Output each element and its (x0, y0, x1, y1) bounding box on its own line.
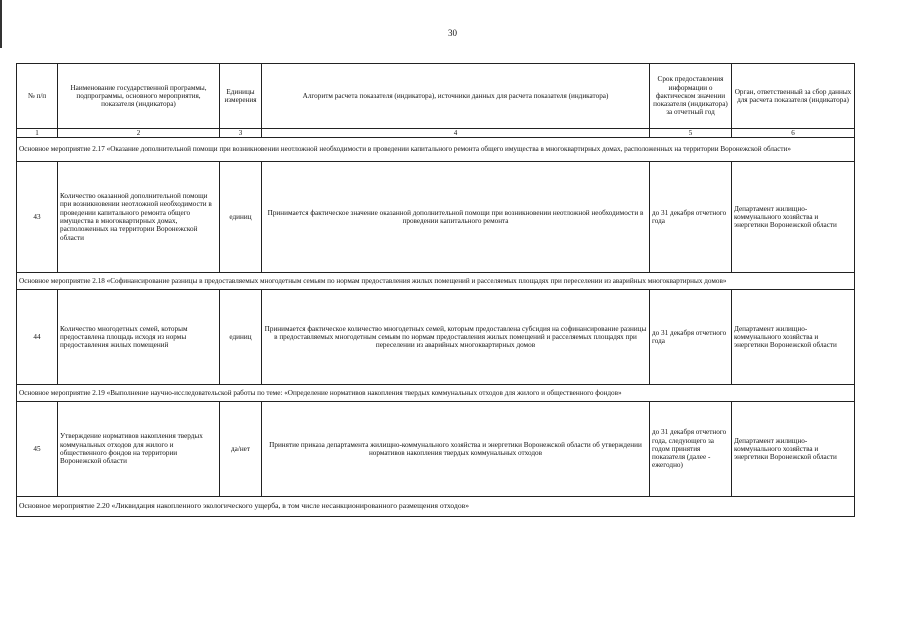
scan-edge-mark (0, 0, 2, 48)
responsible-organ: Департамент жилищно-коммунального хозяйства и энергетики Воронежской области (732, 402, 855, 497)
section-title: Основное мероприятие 2.18 «Софинансирование разницы в предоставляемых многодетным семьям по нормам предоставления жилых помещений и расселяемых площадях при переселении из аварийных многоквартирных домов» (17, 273, 855, 290)
header-row (17, 64, 855, 129)
indicator-algorithm: Принимается фактическое значение оказанной дополнительной помощи при возникновении неотложной необходимости в проведении капитального ремонта (262, 162, 650, 273)
responsible-organ: Департамент жилищно-коммунального хозяйства и энергетики Воронежской области (732, 290, 855, 385)
section-title: Основное мероприятие 2.17 «Оказание дополнительной помощи при возникновении неотложной необходимости в проведении капитального ремонта общего имущества в многоквартирных домах, расположенных на территории Воронежской области» (17, 138, 855, 162)
row-number: 45 (17, 402, 58, 497)
indicator-unit: единиц (220, 162, 262, 273)
page-number: 30 (448, 28, 457, 38)
indicator-algorithm: Принятие приказа департамента жилищно-коммунального хозяйства и энергетики Воронежской области об утверждении нормативов накопления твердых коммунальных отходов (262, 402, 650, 497)
indicator-unit: единиц (220, 290, 262, 385)
reporting-term: до 31 декабря отчетного года (650, 290, 732, 385)
section-row (17, 497, 855, 517)
section-row (17, 273, 855, 290)
header-algorithm: Алгоритм расчета показателя (индикатора), источники данных для расчета показателя (индикатора) (262, 64, 650, 129)
section-row (17, 138, 855, 162)
header-organ: Орган, ответственный за сбор данных для расчета показателя (индикатора) (732, 64, 855, 129)
column-number: 4 (262, 129, 650, 138)
indicators-table (16, 63, 855, 517)
indicator-name: Утверждение нормативов накопления твердых коммунальных отходов для жилого и общественного фондов на территории Воронежской области (58, 402, 220, 497)
reporting-term: до 31 декабря отчетного года (650, 162, 732, 273)
header-unit: Единицы измерения (220, 64, 262, 129)
responsible-organ: Департамент жилищно-коммунального хозяйства и энергетики Воронежской области (732, 162, 855, 273)
header-name: Наименование государственной программы, подпрограммы, основного мероприятия, показателя (индикатора) (58, 64, 220, 129)
column-number-row (17, 129, 855, 138)
column-number: 2 (58, 129, 220, 138)
header-term: Срок предоставления информации о фактическом значении показателя (индикатора) за отчетный год (650, 64, 732, 129)
header-num: № п/п (17, 64, 58, 129)
indicator-name: Количество многодетных семей, которым предоставлена площадь исходя из нормы предоставления жилых помещений (58, 290, 220, 385)
table-row (17, 290, 855, 385)
indicator-unit: да/нет (220, 402, 262, 497)
table-row (17, 162, 855, 273)
column-number: 1 (17, 129, 58, 138)
column-number: 3 (220, 129, 262, 138)
column-number: 6 (732, 129, 855, 138)
indicator-name: Количество оказанной дополнительной помощи при возникновении неотложной необходимости в проведении капитального ремонта общего имущества в многоквартирных домах, расположенных на территории Воронежской области (58, 162, 220, 273)
row-number: 44 (17, 290, 58, 385)
indicator-algorithm: Принимается фактическое количество многодетных семей, которым предоставлена субсидия на софинансирование разницы в предоставляемых многодетным семьям по нормам предоставления жилых помещений и расселяемых площадях при переселении из аварийных многоквартирных домов (262, 290, 650, 385)
column-number: 5 (650, 129, 732, 138)
row-number: 43 (17, 162, 58, 273)
section-title: Основное мероприятие 2.20 «Ликвидация накопленного экологического ущерба, в том числе несанкционированного размещения отходов» (17, 497, 855, 517)
section-title: Основное мероприятие 2.19 «Выполнение научно-исследовательской работы по теме: «Определение нормативов накопления твердых коммунальных отходов для жилого и общественного фондов» (17, 385, 855, 402)
reporting-term: до 31 декабря отчетного года, следующего за годом принятия показателя (далее - ежегодно) (650, 402, 732, 497)
table-row (17, 402, 855, 497)
section-row (17, 385, 855, 402)
